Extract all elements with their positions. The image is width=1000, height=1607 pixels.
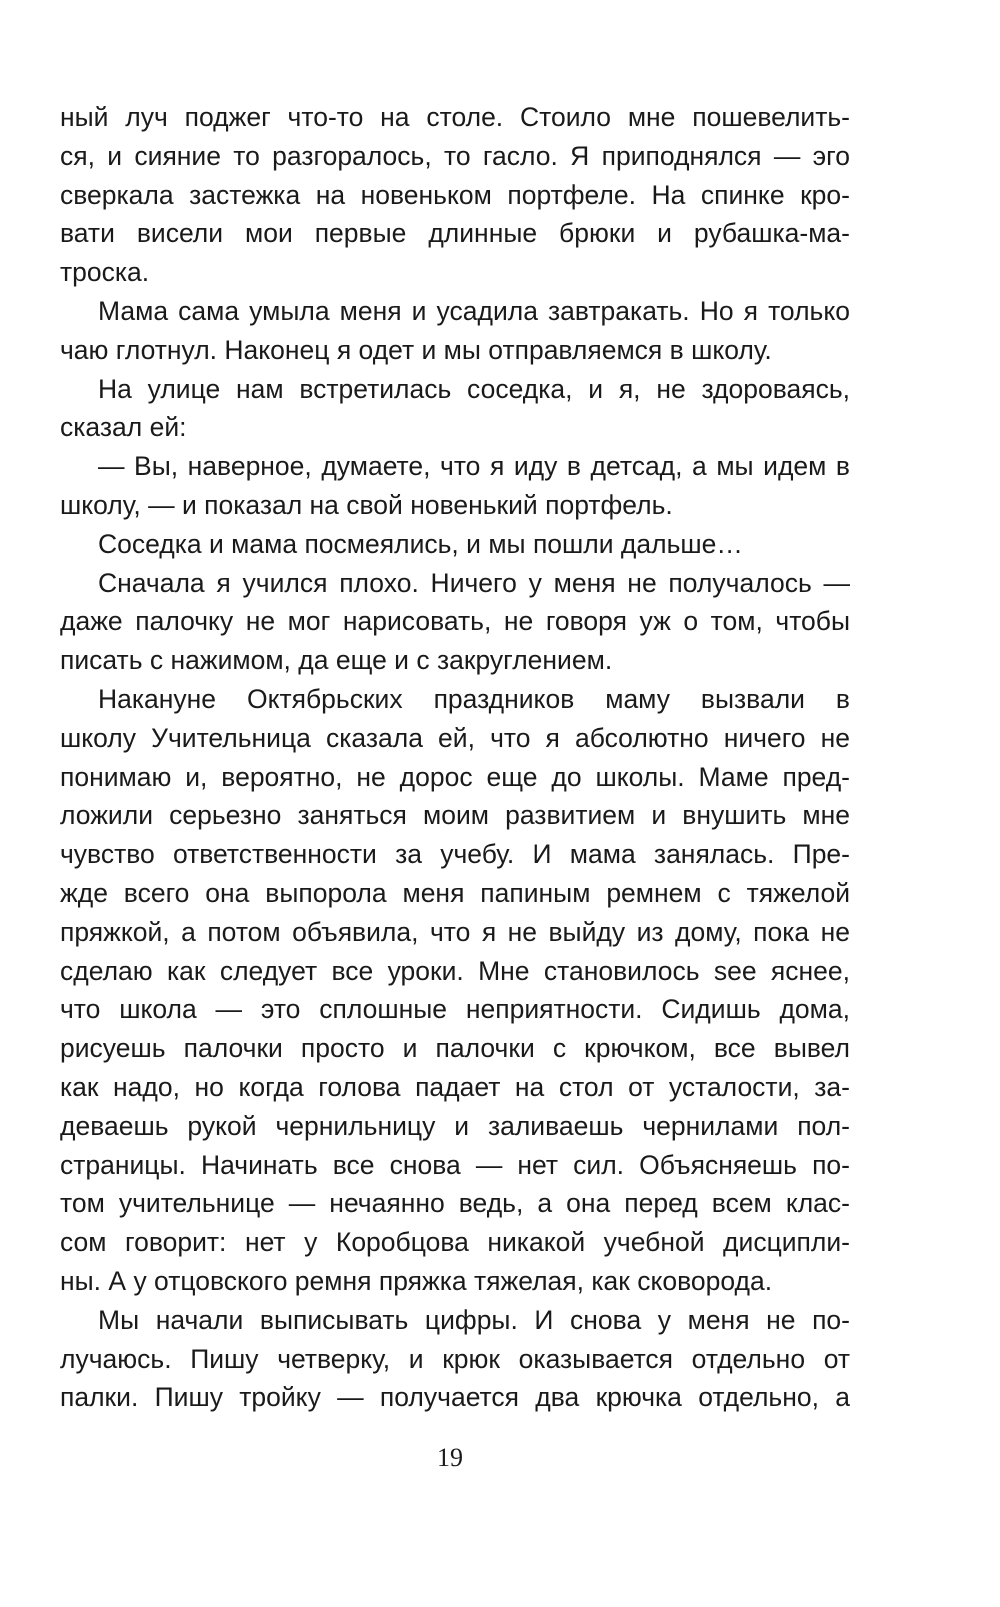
- text-line: Соседка и мама посмеялись, и мы пошли дальше…: [98, 528, 743, 559]
- text-line: понимаю и, вероятно, не дорос еще до школы. Маме пред-: [60, 761, 850, 792]
- text-line: даже палочку не мог нарисовать, не говоря уж о том, чтобы: [60, 606, 850, 637]
- text-line: что школа — это сплошные неприятности. Сидишь дома,: [60, 994, 850, 1025]
- text-line: сказал ей:: [60, 412, 187, 443]
- text-line: школу Учительница сказала ей, что я абсолютно ничего не: [60, 722, 850, 753]
- text-line: жде всего она выпорола меня папиным ремнем с тяжелой: [60, 877, 850, 908]
- text-line: лучаюсь. Пишу четверку, и крюк оказывается отдельно от: [60, 1343, 850, 1374]
- page-body: [60, 98, 850, 1417]
- text-line: Сначала я учился плохо. Ничего у меня не получалось —: [98, 567, 850, 598]
- text-line: Мама сама умыла меня и усадила завтракать. Но я только: [98, 295, 850, 326]
- text-line: страницы. Начинать все снова — нет сил. Объясняешь по-: [60, 1149, 850, 1180]
- text-line: сверкала застежка на новеньком портфеле. На спинке кро-: [60, 179, 850, 210]
- text-line: чаю глотнул. Наконец я одет и мы отправляемся в школу.: [60, 334, 772, 365]
- text-line: рисуешь палочки просто и палочки с крючком, все вывел: [60, 1033, 850, 1064]
- text-line: Мы начали выписывать цифры. И снова у меня не по-: [98, 1304, 850, 1335]
- text-line: школу, — и показал на свой новенький портфель.: [60, 489, 673, 520]
- text-line: ложили серьезно заняться моим развитием и внушить мне: [60, 800, 850, 831]
- text-line: — Вы, наверное, думаете, что я иду в детсад, а мы идем в: [98, 451, 850, 482]
- text-line: писать с нажимом, да еще и с закруглением.: [60, 645, 613, 676]
- text-line: деваешь рукой чернильницу и заливаешь чернилами пол-: [60, 1110, 850, 1141]
- text-line: троска.: [60, 257, 150, 288]
- text-line: как надо, но когда голова падает на стол от усталости, за-: [60, 1071, 850, 1102]
- text-line: вати висели мои первые длинные брюки и рубашка-ма-: [60, 218, 850, 249]
- text-line: палки. Пишу тройку — получается два крючка отдельно, а: [60, 1382, 850, 1413]
- text-line: ся, и сияние то разгоралось, то гасло. Я приподнялся — эго: [60, 140, 850, 171]
- text-line: ный луч поджег что-то на столе. Стоило мне пошевелить-: [60, 102, 850, 132]
- page-number: 19: [437, 1443, 463, 1472]
- text-line: ны. А у отцовского ремня пряжка тяжелая, как сковорода.: [60, 1265, 773, 1296]
- text-line: сом говорит: нет у Коробцова никакой учебной дисципли-: [60, 1227, 850, 1258]
- text-line: Накануне Октябрьских праздников маму вызвали в: [98, 683, 850, 714]
- text-line: пряжкой, а потом объявила, что я не выйду из дому, пока не: [60, 916, 850, 947]
- text-line: том учительнице — нечаянно ведь, а она перед всем клас-: [60, 1188, 850, 1219]
- text-line: чувство ответственности за учебу. И мама занялась. Пре-: [60, 839, 850, 870]
- text-line: На улице нам встретилась соседка, и я, не здороваясь,: [98, 373, 850, 404]
- text-line: сделаю как следует все уроки. Мне становилось see яснее,: [60, 955, 850, 986]
